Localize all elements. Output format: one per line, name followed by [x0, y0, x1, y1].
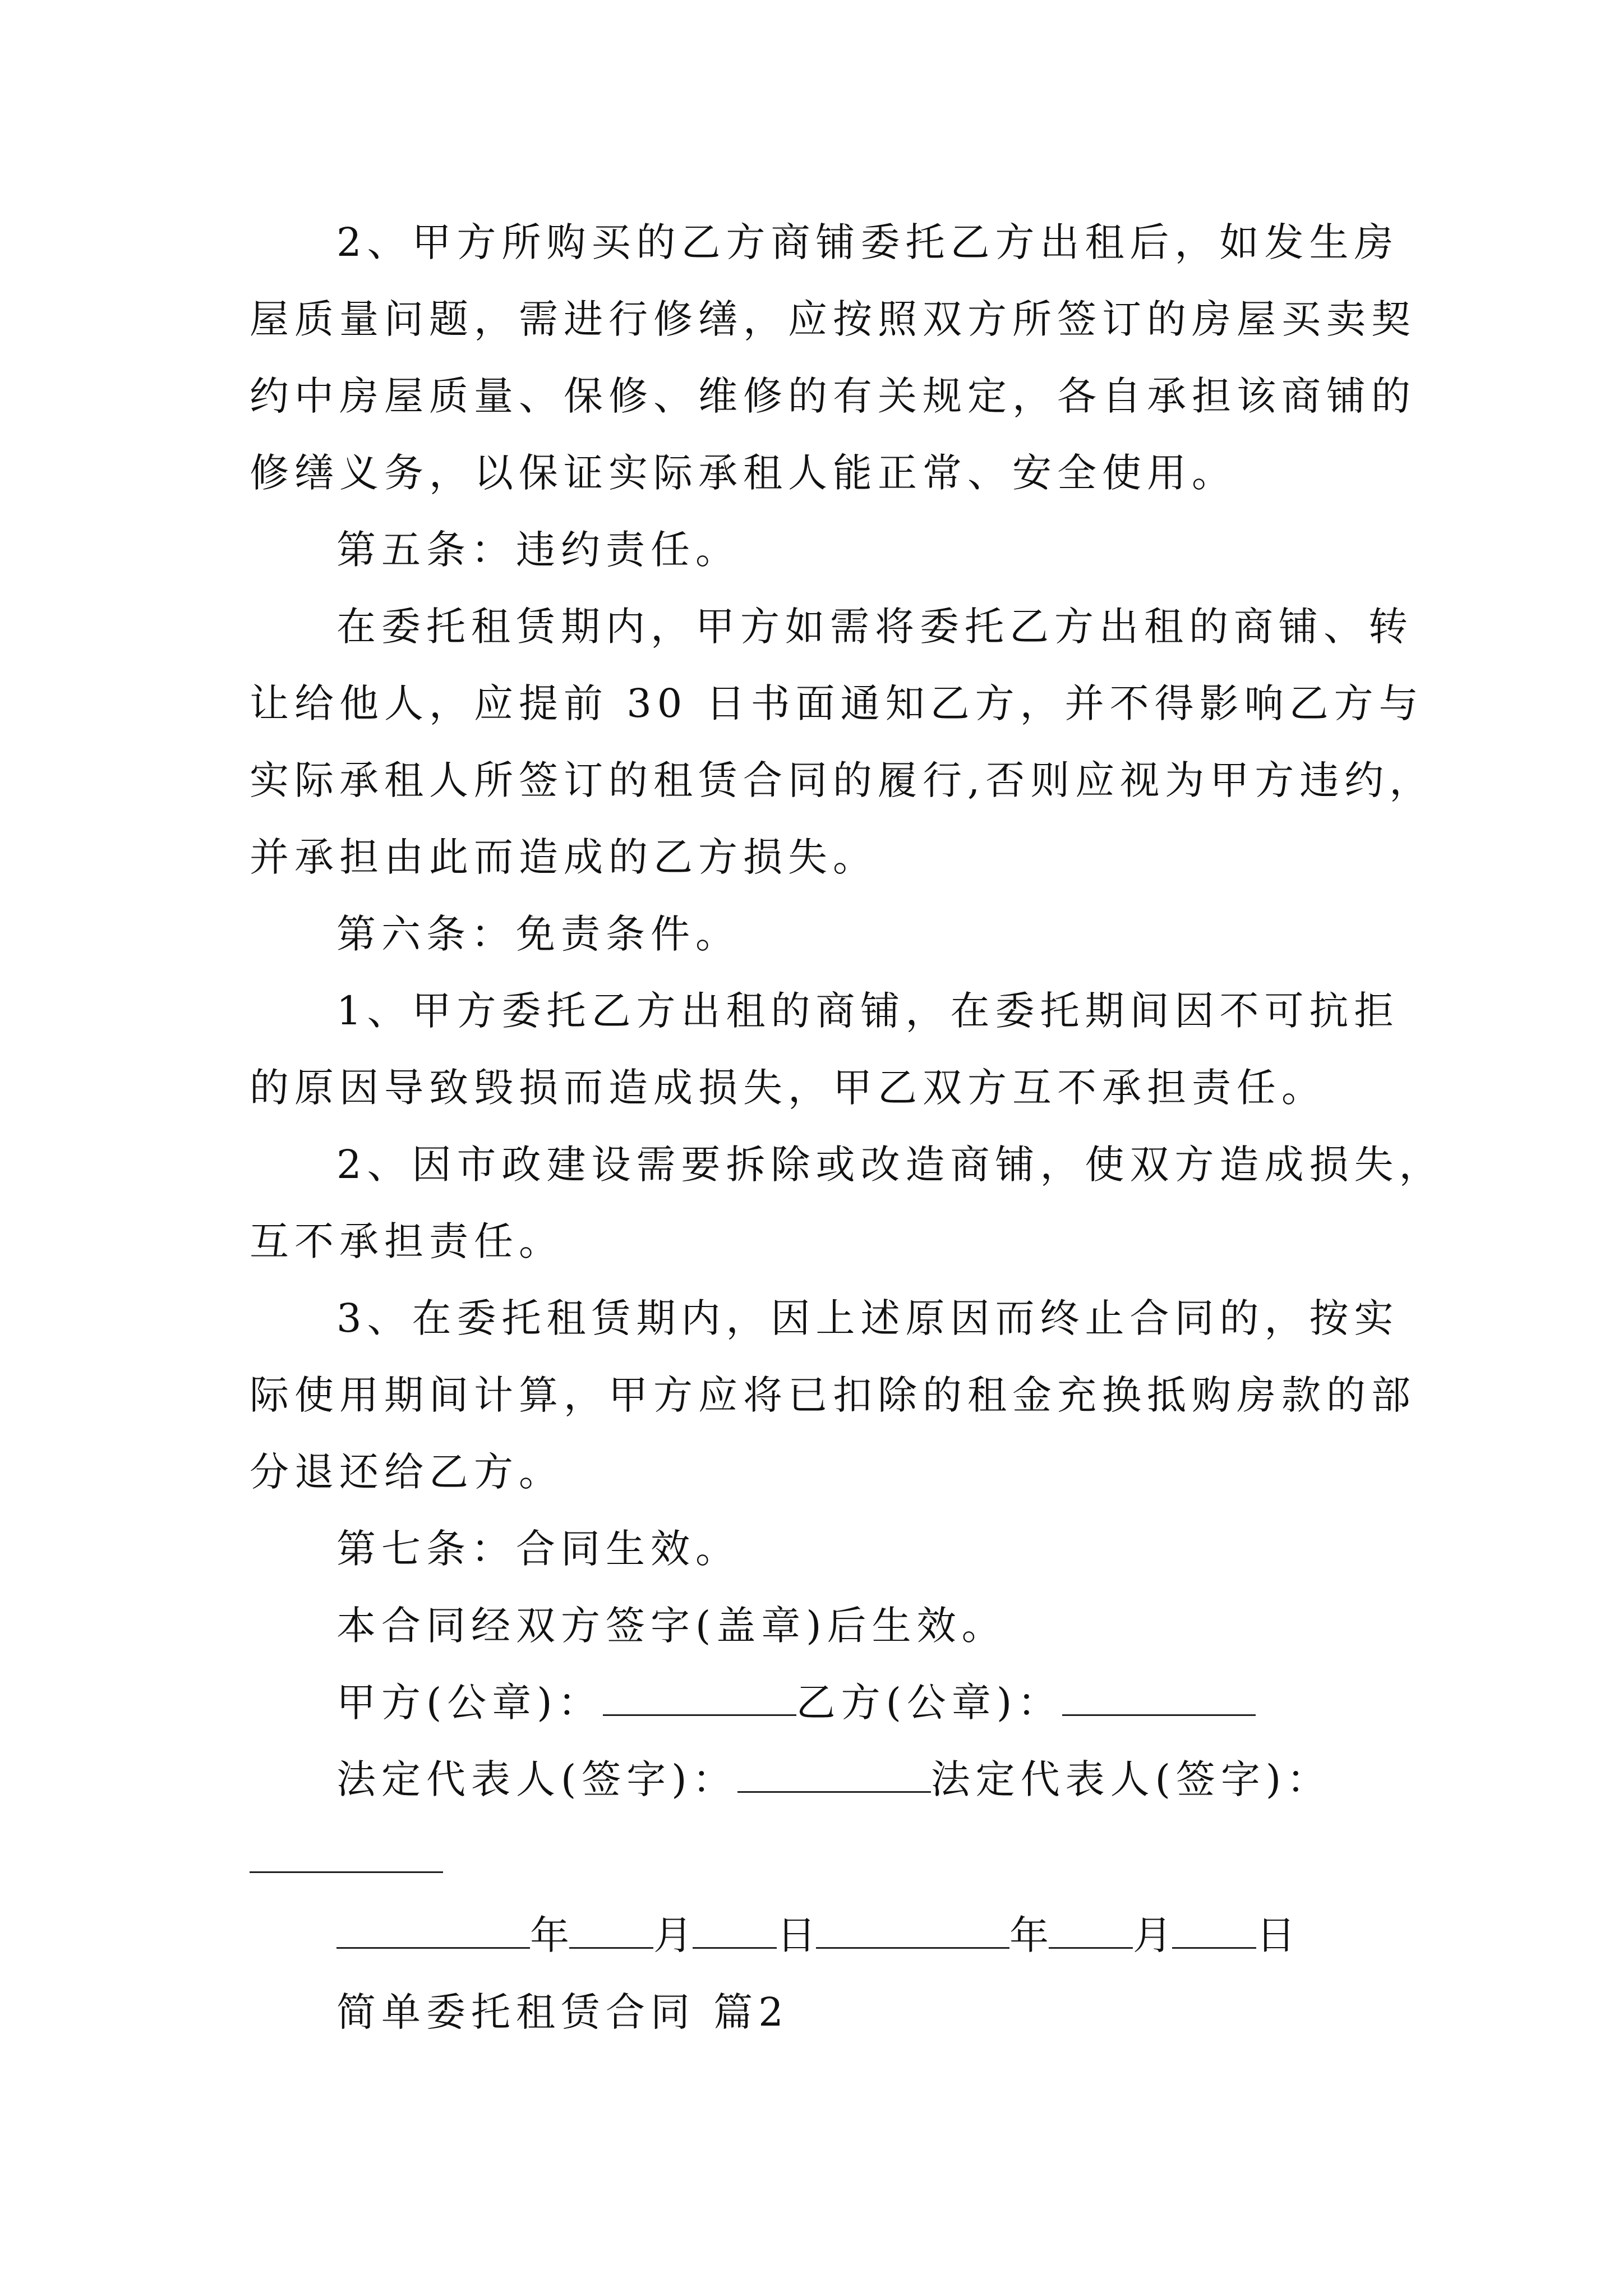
paragraph-line: 分退还给乙方。: [250, 1449, 564, 1495]
rep-b-label: 法定代表人(签字)：: [930, 1756, 1332, 1802]
paragraph-line: 1、甲方委托乙方出租的商铺，在委托期间因不可抗拒: [336, 988, 1399, 1034]
party-a-label: 甲方(公章)：: [336, 1680, 603, 1726]
paragraph-line: 实际承租人所签订的租赁合同的履行,否则应视为甲方违约，: [250, 757, 1435, 803]
paragraph-line: 2、因市政建设需要拆除或改造商铺，使双方造成损失，: [336, 1142, 1444, 1188]
day-b-blank: [1172, 1913, 1256, 1949]
party-b-label: 乙方(公章)：: [796, 1680, 1063, 1726]
month-a-blank: [569, 1913, 653, 1949]
representative-signature-line: [336, 1751, 1331, 1807]
rep-b-blank: [250, 1871, 443, 1873]
section-heading: 第五条：违约责任。: [336, 527, 740, 573]
next-section-title: 简单委托租赁合同 篇2: [336, 1989, 789, 2035]
month-b-label: 月: [1133, 1912, 1172, 1958]
rep-a-label: 法定代表人(签字)：: [336, 1756, 737, 1802]
day-a-blank: [693, 1913, 777, 1949]
party-a-blank: [603, 1681, 796, 1716]
party-signature-line: [336, 1674, 1256, 1731]
party-b-blank: [1062, 1681, 1256, 1716]
day-b-label: 日: [1256, 1912, 1295, 1958]
date-line: [336, 1907, 1295, 1963]
section-heading: 第七条：合同生效。: [336, 1526, 740, 1572]
paragraph-line: 让给他人，应提前 30 日书面通知乙方，并不得影响乙方与: [250, 680, 1424, 726]
paragraph-line: 约中房屋质量、保修、维修的有关规定，各自承担该商铺的: [250, 373, 1416, 419]
year-a-label: 年: [530, 1912, 569, 1958]
paragraph-line: 2、甲方所购买的乙方商铺委托乙方出租后，如发生房: [336, 219, 1399, 265]
paragraph-line: 本合同经双方签字(盖章)后生效。: [336, 1603, 1007, 1649]
month-a-label: 月: [653, 1912, 693, 1958]
rep-a-blank: [737, 1757, 931, 1793]
paragraph-line: 3、在委托租赁期内，因上述原因而终止合同的，按实: [336, 1295, 1399, 1341]
paragraph-line: 在委托租赁期内，甲方如需将委托乙方出租的商铺、转: [336, 604, 1413, 650]
year-b-blank: [816, 1913, 1009, 1949]
section-heading: 第六条：免责条件。: [336, 911, 740, 957]
paragraph-line: 的原因导致毁损而造成损失，甲乙双方互不承担责任。: [250, 1065, 1326, 1111]
paragraph-line: 修缮义务，以保证实际承租人能正常、安全使用。: [250, 450, 1237, 496]
month-b-blank: [1049, 1913, 1133, 1949]
paragraph-line: 际使用期间计算，甲方应将已扣除的租金充换抵购房款的部: [250, 1372, 1416, 1418]
paragraph-line: 互不承担责任。: [250, 1218, 564, 1264]
paragraph-line: 并承担由此而造成的乙方损失。: [250, 834, 878, 880]
year-b-label: 年: [1009, 1912, 1049, 1958]
day-a-label: 日: [777, 1912, 816, 1958]
year-a-blank: [336, 1913, 530, 1949]
paragraph-line: 屋质量问题，需进行修缮，应按照双方所签订的房屋买卖契: [250, 296, 1416, 342]
